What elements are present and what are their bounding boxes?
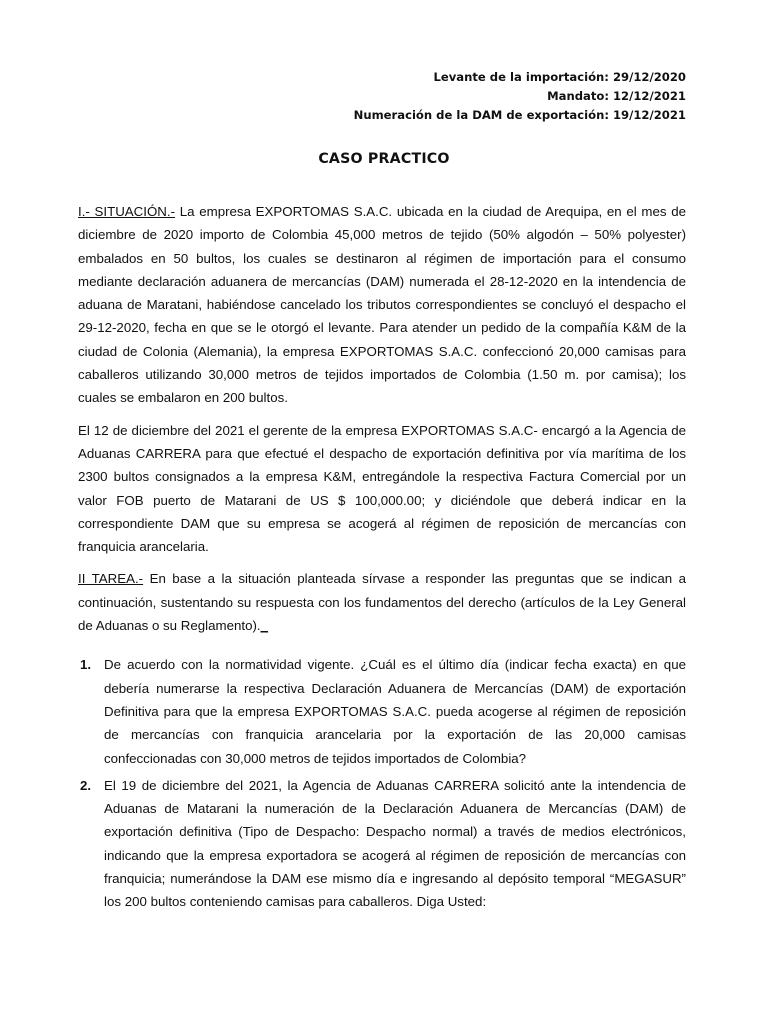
- document-body: [78, 200, 686, 918]
- situation-heading: I.- SITUACIÓN.-: [78, 204, 176, 219]
- header-dates: [354, 68, 686, 125]
- question-number: 2.: [80, 777, 92, 793]
- task-text: En base a la situación planteada sírvase a responder las preguntas que se indican a continuación, sustentando su respuesta con los fundamentos del derecho (artículos de la Ley General de Aduanas o su Reglamento).: [78, 571, 686, 634]
- list-item: [78, 774, 686, 914]
- header-mandato: Mandato: 12/12/2021: [547, 89, 686, 103]
- header-numeracion: Numeración de la DAM de exportación: 19/12/2021: [353, 108, 686, 122]
- questions-list: [78, 653, 686, 913]
- task-paragraph: [78, 567, 686, 637]
- situation-text: La empresa EXPORTOMAS S.A.C. ubicada en la ciudad de Arequipa, en el mes de diciembre de 2020 importo de Colombia 45,000 metros de tejido (50% algodón – 50% polyester) embalados en 50 bultos, los cuales se destinaron al régimen de importación para el consumo mediante declaración aduanera de mercancías (DAM) numerada el 28-12-2020 en la intendencia de aduana de Maratani, habiéndose cancelado los tributos correspondientes se concluyó el despacho el 29-12-2020, fecha en que se le otorgó el levante. Para atender un pedido de la compañía K&M de la ciudad de Colonia (Alemania), la empresa EXPORTOMAS S.A.C. confeccionó 20,000 camisas para caballeros utilizando 30,000 metros de tejidos importados de Colombia (1.50 m. por camisa); los cuales se embalaron en 200 bultos.: [78, 204, 686, 406]
- question-number: 1.: [80, 657, 92, 673]
- situation-paragraph: [78, 200, 686, 410]
- task-trailing: _: [260, 618, 268, 634]
- question-text: De acuerdo con la normatividad vigente. ¿Cuál es el último día (indicar fecha exacta) en que debería numerarse la respectiva Declaración Aduanera de Mercancías (DAM) de exportación Definitiva para que la empresa EXPORTOMAS S.A.C. pueda acogerse al régimen de reposición de mercancías con franquicia arancelaria por la exportación de las 20,000 camisas confeccionadas con 30,000 metros de tejidos importados de Colombia?: [104, 657, 686, 766]
- task-heading: II TAREA.-: [78, 571, 144, 587]
- header-levante: Levante de la importación: 29/12/2020: [433, 70, 686, 84]
- list-item: [78, 653, 686, 769]
- mandate-paragraph: El 12 de diciembre del 2021 el gerente de la empresa EXPORTOMAS S.A.C- encargó a la Agencia de Aduanas CARRERA para que efectué el despacho de exportación definitiva por vía marítima de los 2300 bultos consignados a la empresa K&M, entregándole la respectiva Factura Comercial por un valor FOB puerto de Matarani de US $ 100,000.00; y diciéndole que deberá indicar en la correspondiente DAM que su empresa se acogerá al régimen de reposición de mercancías con franquicia arancelaria.: [78, 422, 686, 555]
- question-text: El 19 de diciembre del 2021, la Agencia de Aduanas CARRERA solicitó ante la intendencia de Aduanas de Matarani la numeración de la Declaración Aduanera de Mercancías (DAM) de exportación definitiva (Tipo de Despacho: Despacho normal) a través de medios electrónicos, indicando que la empresa exportadora se acogerá al régimen de reposición de mercancías con franquicia; numerándose la DAM ese mismo día e ingresando al depósito temporal “MEGASUR” los 200 bultos conteniendo camisas para caballeros. Diga Usted:: [104, 777, 686, 910]
- page-title: CASO PRACTICO: [318, 151, 450, 167]
